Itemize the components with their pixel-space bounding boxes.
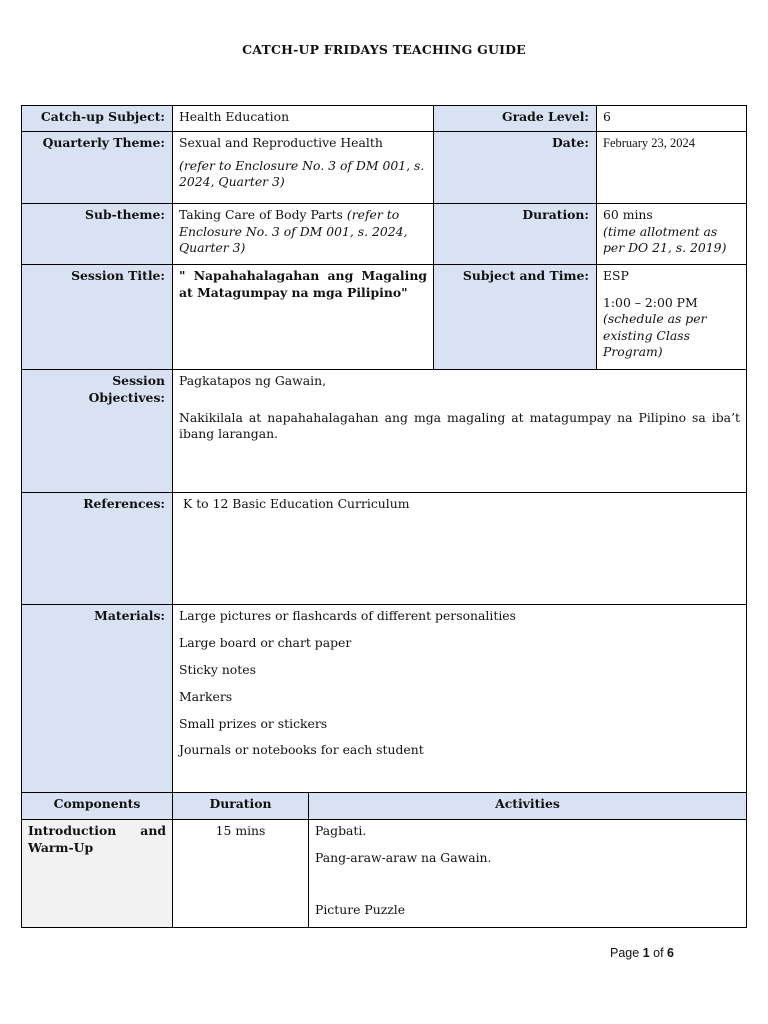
activity-item: Picture Puzzle	[315, 902, 406, 917]
page-word: Page	[610, 946, 640, 960]
activity-item: Pang-araw-araw na Gawain.	[315, 849, 492, 865]
duration-label: Duration:	[522, 207, 589, 222]
date-label: Date:	[552, 135, 589, 150]
component-activities	[309, 820, 746, 927]
materials-item: Sticky notes	[179, 661, 256, 677]
subject-time-note: (schedule as per existing Class Program)	[603, 311, 707, 359]
materials-item: Large pictures or flashcards of different personalities	[179, 608, 516, 623]
materials-item: Journals or notebooks for each student	[179, 742, 424, 758]
materials-item: Large board or chart paper	[179, 634, 352, 650]
quarterly-theme-label: Quarterly Theme:	[42, 135, 165, 150]
component-name: Introduction and Warm-Up	[28, 823, 166, 855]
date-value: February 23, 2024	[603, 136, 695, 150]
grade-level-value: 6	[603, 109, 611, 124]
materials-item: Markers	[179, 688, 233, 704]
subject-time-subject: ESP	[603, 268, 629, 283]
duration-value: 60 mins	[603, 207, 653, 222]
references-label: References:	[83, 496, 165, 511]
objectives-text: Nakikilala at napahahalagahan ang mga magaling at matagumpay na Pilipino sa iba’t ibang larangan.	[179, 409, 740, 441]
session-objectives-label-line2: Objectives:	[88, 389, 165, 405]
table-border-bottom	[21, 927, 747, 928]
catchup-subject-value: Health Education	[179, 109, 290, 124]
session-objectives-cell	[173, 370, 746, 492]
subject-time-label: Subject and Time:	[462, 268, 589, 283]
session-objectives-label	[22, 370, 172, 492]
subtheme-cell	[173, 204, 433, 264]
subtheme-note: (refer to Enclosure No. 3 of DM 001, s. 2024, Quarter 3)	[179, 207, 408, 255]
of-word: of	[653, 946, 664, 960]
page-total: 6	[667, 946, 674, 960]
session-objectives-label-line1: Session	[112, 373, 165, 388]
quarterly-theme-cell	[173, 132, 433, 203]
page-current: 1	[642, 946, 650, 960]
subtheme-value: Taking Care of Body Parts	[179, 207, 343, 222]
activities-header: Activities	[495, 796, 560, 811]
materials-item: Small prizes or stickers	[179, 715, 328, 731]
session-title-label: Session Title:	[71, 268, 165, 283]
subtheme-label: Sub-theme:	[85, 207, 165, 222]
duration-cell	[597, 204, 746, 264]
materials-label: Materials:	[94, 608, 165, 623]
session-title-value: " Napahahalagahan ang Magaling at Matagumpay na mga Pilipino"	[179, 268, 427, 300]
references-value: K to 12 Basic Education Curriculum	[183, 496, 410, 511]
grade-level-label: Grade Level:	[502, 109, 589, 124]
quarterly-theme-note: (refer to Enclosure No. 3 of DM 001, s. 2024, Quarter 3)	[179, 157, 425, 189]
subject-time-time: 1:00 – 2:00 PM	[603, 294, 698, 310]
table-border-right	[746, 105, 747, 928]
document-title: CATCH-UP FRIDAYS TEACHING GUIDE	[242, 42, 526, 57]
objectives-intro: Pagkatapos ng Gawain,	[179, 373, 327, 388]
components-header: Components	[53, 796, 141, 811]
duration-header: Duration	[209, 796, 272, 811]
duration-note: (time allotment as per DO 21, s. 2019)	[603, 223, 727, 255]
materials-list	[173, 605, 746, 792]
subject-time-cell	[597, 265, 746, 369]
component-duration: 15 mins	[215, 823, 266, 838]
page-footer	[610, 946, 674, 960]
catchup-subject-label: Catch-up Subject:	[40, 109, 165, 124]
quarterly-theme-value: Sexual and Reproductive Health	[179, 135, 383, 150]
activity-item: Pagbati.	[315, 823, 367, 838]
